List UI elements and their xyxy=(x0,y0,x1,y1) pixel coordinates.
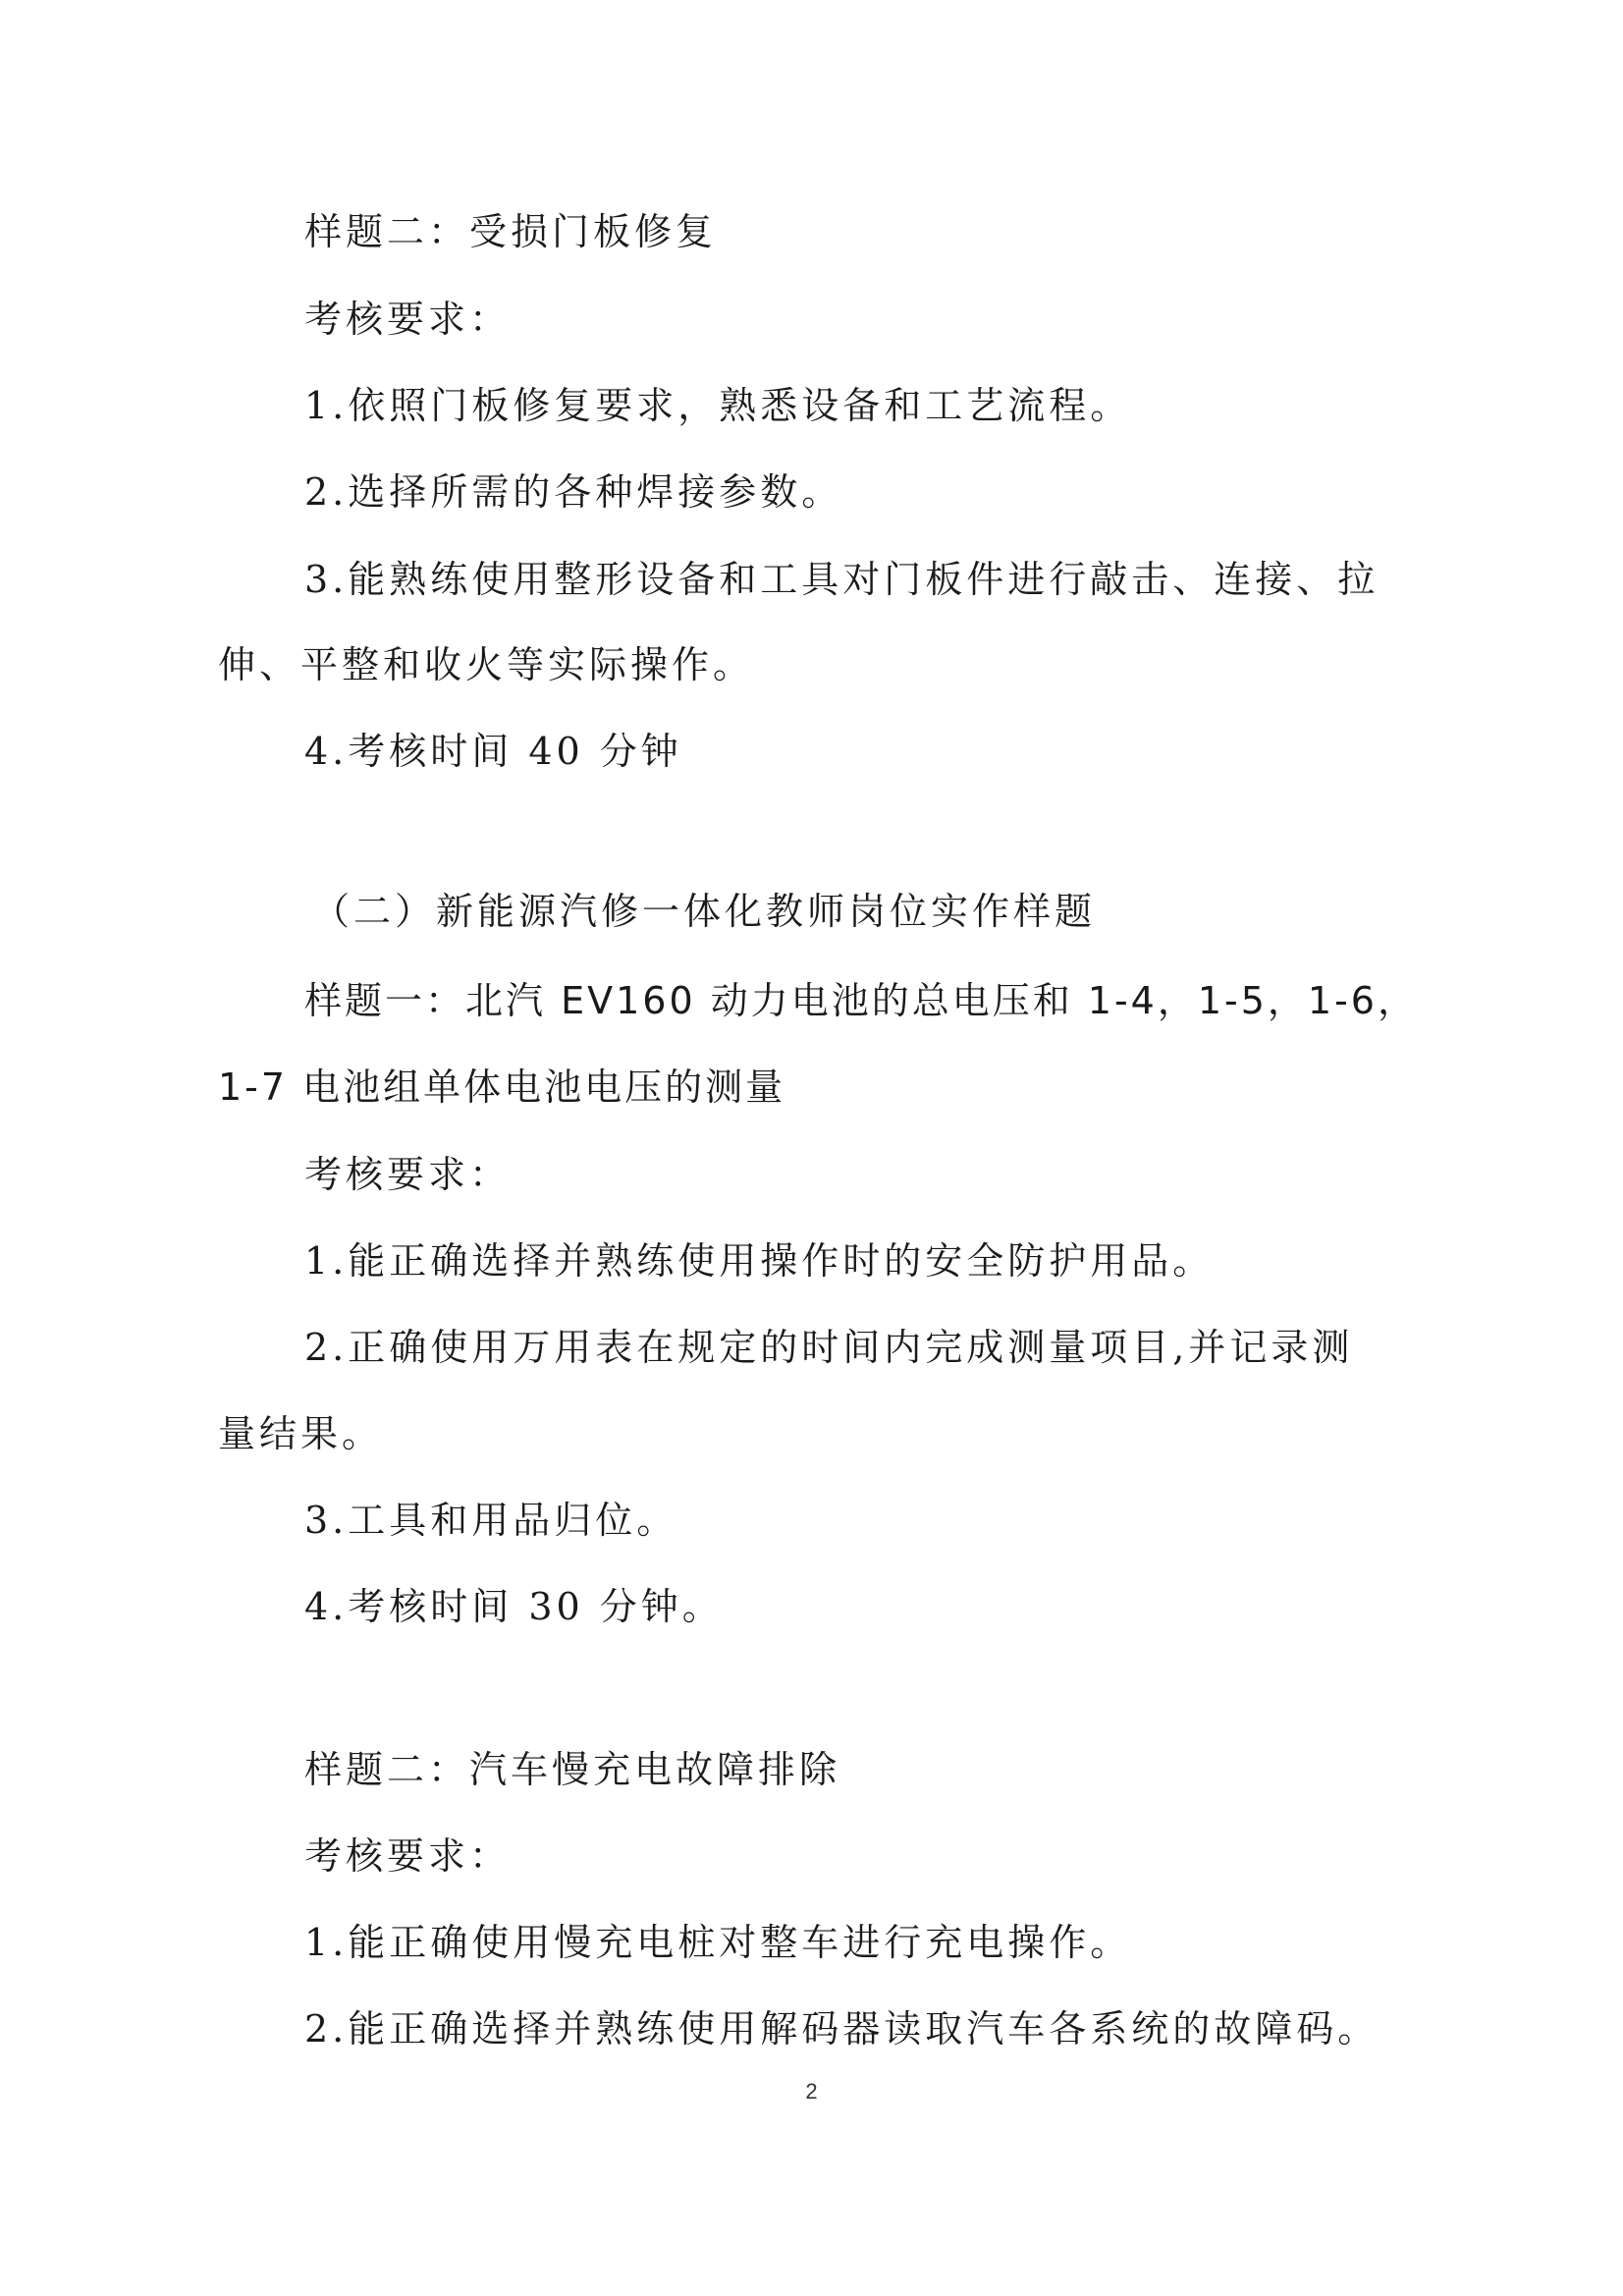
requirement-item: 3.能熟练使用整形设备和工具对门板件进行敲击、连接、拉 xyxy=(304,558,1380,601)
requirement-item: 4.考核时间 40 分钟 xyxy=(304,730,682,773)
requirement-item: 2.能正确选择并熟练使用解码器读取汽车各系统的故障码。 xyxy=(304,2007,1380,2050)
page-number: 2 xyxy=(805,2079,818,2104)
requirement-item: 1.能正确使用慢充电桩对整车进行充电操作。 xyxy=(304,1921,1132,1964)
requirements-label: 考核要求： xyxy=(304,1153,512,1196)
requirements-label: 考核要求： xyxy=(304,1834,512,1878)
section-heading: （二）新能源汽修一体化教师岗位实作样题 xyxy=(312,890,1097,933)
sample-title-battery-continuation: 1-7 电池组单体电池电压的测量 xyxy=(218,1066,786,1109)
requirement-item: 4.考核时间 30 分钟。 xyxy=(304,1585,724,1628)
requirement-item: 2.正确使用万用表在规定的时间内完成测量项目,并记录测 xyxy=(304,1326,1354,1369)
sample-title-charging: 样题二：汽车慢充电故障排除 xyxy=(304,1748,841,1791)
requirement-item: 2.选择所需的各种焊接参数。 xyxy=(304,470,843,514)
requirement-item-continuation: 伸、平整和收火等实际操作。 xyxy=(218,643,755,686)
sample-title-door-repair: 样题二：受损门板修复 xyxy=(304,210,718,253)
requirement-item: 3.工具和用品归位。 xyxy=(304,1499,678,1542)
requirement-item: 1.能正确选择并熟练使用操作时的安全防护用品。 xyxy=(304,1239,1215,1283)
requirements-label: 考核要求： xyxy=(304,298,512,341)
requirement-item: 1.依照门板修复要求，熟悉设备和工艺流程。 xyxy=(304,384,1132,427)
sample-title-battery: 样题一：北汽 EV160 动力电池的总电压和 1-4，1-5，1-6， xyxy=(304,979,1418,1022)
requirement-item-continuation: 量结果。 xyxy=(218,1412,384,1455)
